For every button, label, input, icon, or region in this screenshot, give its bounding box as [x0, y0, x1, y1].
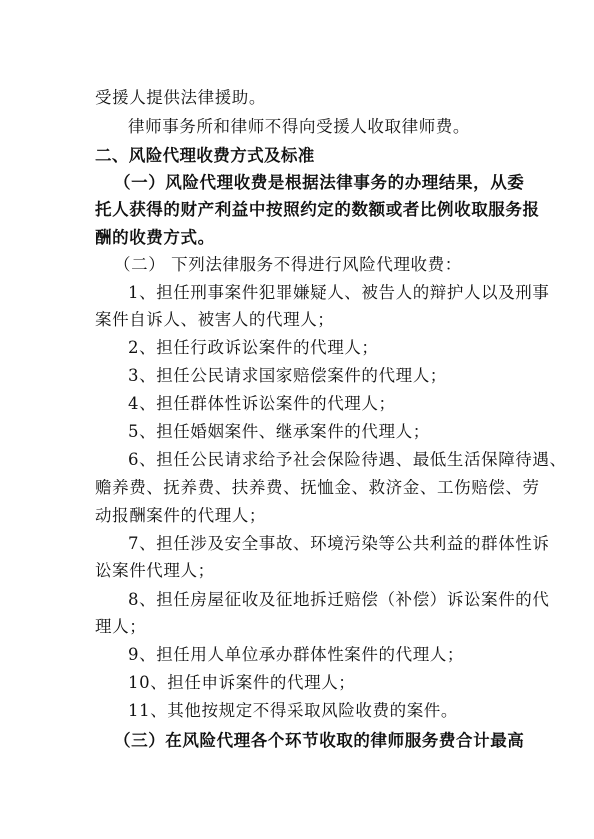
text-line-13: 5、担任婚姻案件、继承案件的代理人；: [128, 422, 430, 441]
text-line-10: 2、担任行政诉讼案件的代理人；: [128, 338, 379, 357]
text-line-7: （二） 下列法律服务不得进行风险代理收费：: [114, 255, 462, 274]
text-line-6: 酬的收费方式。: [95, 228, 215, 247]
text-line-18: 讼案件代理人；: [95, 561, 215, 580]
text-line-2: 律师事务所和律师不得向受援人收取律师费。: [128, 117, 470, 136]
text-line-9: 案件自诉人、被害人的代理人；: [95, 310, 335, 329]
text-line-8: 1、担任刑事案件犯罪嫌疑人、被告人的辩护人以及刑事: [128, 283, 550, 302]
text-line-14: 6、担任公民请求给予社会保险待遇、最低生活保障待遇、: [128, 450, 567, 469]
text-line-11: 3、担任公民请求国家赔偿案件的代理人；: [128, 366, 447, 385]
text-line-19: 8、担任房屋征收及征地拆迁赔偿（补偿）诉讼案件的代: [128, 590, 550, 609]
text-line-15: 赡养费、抚养费、扶养费、抚恤金、救济金、工伤赔偿、劳: [95, 478, 540, 497]
text-line-17: 7、担任涉及安全事故、环境污染等公共利益的群体性诉: [128, 534, 550, 553]
text-line-24: （三）在风险代理各个环节收取的律师服务费合计最高: [114, 731, 525, 750]
text-line-1: 受援人提供法律援助。: [95, 88, 266, 107]
text-line-4: （一）风险代理收费是根据法律事务的办理结果，从委: [114, 173, 525, 192]
text-line-12: 4、担任群体性诉讼案件的代理人；: [128, 394, 396, 413]
text-line-21: 9、担任用人单位承办群体性案件的代理人；: [128, 645, 464, 664]
text-line-5: 托人获得的财产利益中按照约定的数额或者比例收取服务报: [95, 200, 540, 219]
text-line-16: 动报酬案件的代理人；: [95, 506, 266, 525]
text-line-23: 11、其他按规定不得采取风险收费的案件。: [128, 701, 458, 720]
section-heading: 二、风险代理收费方式及标准: [95, 146, 315, 165]
text-line-22: 10、担任申诉案件的代理人；: [128, 673, 356, 692]
text-line-20: 理人；: [95, 617, 147, 636]
